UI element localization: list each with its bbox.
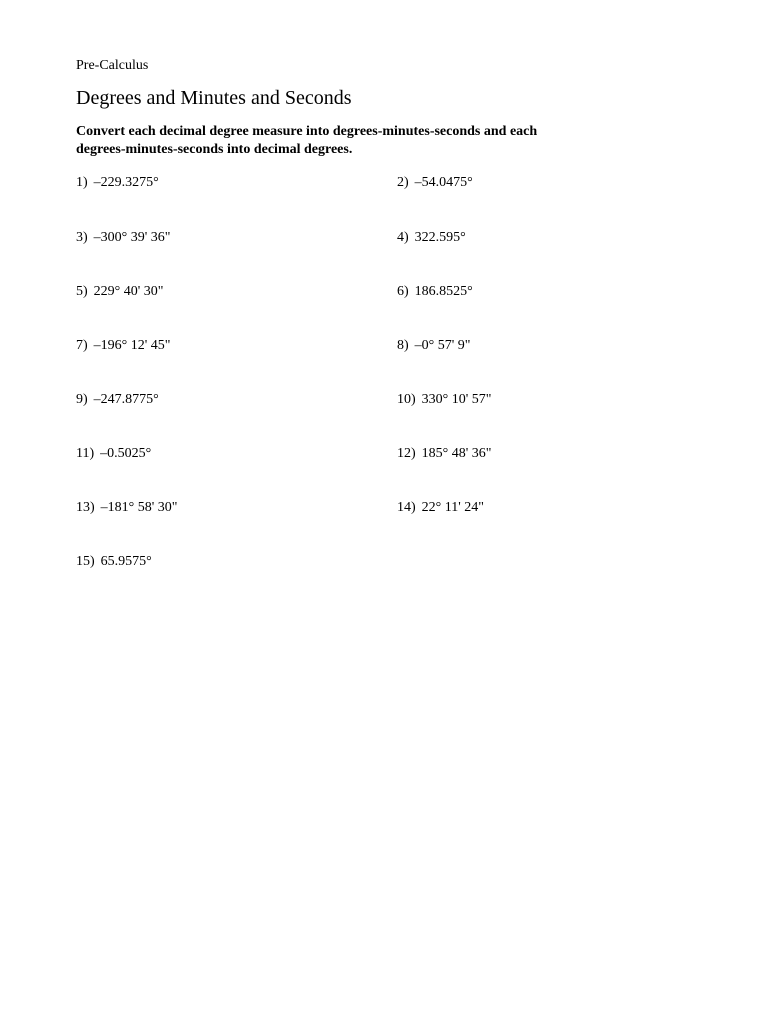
- problem-number: 14): [397, 500, 416, 515]
- instructions: [76, 123, 596, 159]
- problem-number: 5): [76, 284, 88, 299]
- problem-expression: –0.5025°: [100, 446, 152, 461]
- problem-number: 13): [76, 500, 95, 515]
- page-title: Degrees and Minutes and Seconds: [76, 87, 352, 109]
- problem-10: [397, 391, 492, 408]
- problem-expression: 322.595°: [414, 230, 466, 245]
- problem-7: [76, 337, 171, 354]
- problem-expression: –229.3275°: [93, 175, 159, 190]
- problem-2: [397, 174, 473, 191]
- problem-expression: –54.0475°: [414, 175, 473, 190]
- problem-number: 7): [76, 338, 88, 353]
- instructions-line-1: Convert each decimal degree measure into degrees-minutes-seconds and each: [76, 124, 538, 139]
- problem-14: [397, 499, 484, 516]
- problem-9: [76, 391, 159, 408]
- problem-number: 9): [76, 392, 88, 407]
- problem-3: [76, 229, 171, 246]
- problem-12: [397, 445, 492, 462]
- problem-number: 11): [76, 446, 95, 461]
- problem-expression: 22° 11' 24": [421, 500, 484, 515]
- problem-8: [397, 337, 471, 354]
- problem-expression: –0° 57' 9": [414, 338, 471, 353]
- problem-5: [76, 283, 164, 300]
- problem-number: 1): [76, 175, 88, 190]
- problem-expression: 185° 48' 36": [421, 446, 492, 461]
- problem-number: 12): [397, 446, 416, 461]
- problem-15: [76, 553, 152, 570]
- problem-expression: 186.8525°: [414, 284, 473, 299]
- problem-expression: 330° 10' 57": [421, 392, 492, 407]
- problem-expression: –196° 12' 45": [93, 338, 171, 353]
- course-name: Pre-Calculus: [76, 58, 149, 73]
- problem-number: 8): [397, 338, 409, 353]
- problem-expression: –300° 39' 36": [93, 230, 171, 245]
- problem-number: 3): [76, 230, 88, 245]
- problem-expression: –247.8775°: [93, 392, 159, 407]
- problem-number: 2): [397, 175, 409, 190]
- problem-number: 4): [397, 230, 409, 245]
- problem-number: 6): [397, 284, 409, 299]
- problem-number: 15): [76, 554, 95, 569]
- problem-4: [397, 229, 466, 246]
- problem-number: 10): [397, 392, 416, 407]
- problem-expression: 65.9575°: [100, 554, 152, 569]
- problem-expression: –181° 58' 30": [100, 500, 178, 515]
- instructions-line-2: degrees-minutes-seconds into decimal degrees.: [76, 142, 353, 157]
- problem-11: [76, 445, 151, 462]
- problem-expression: 229° 40' 30": [93, 284, 164, 299]
- problem-1: [76, 174, 159, 191]
- problem-6: [397, 283, 473, 300]
- problem-13: [76, 499, 178, 516]
